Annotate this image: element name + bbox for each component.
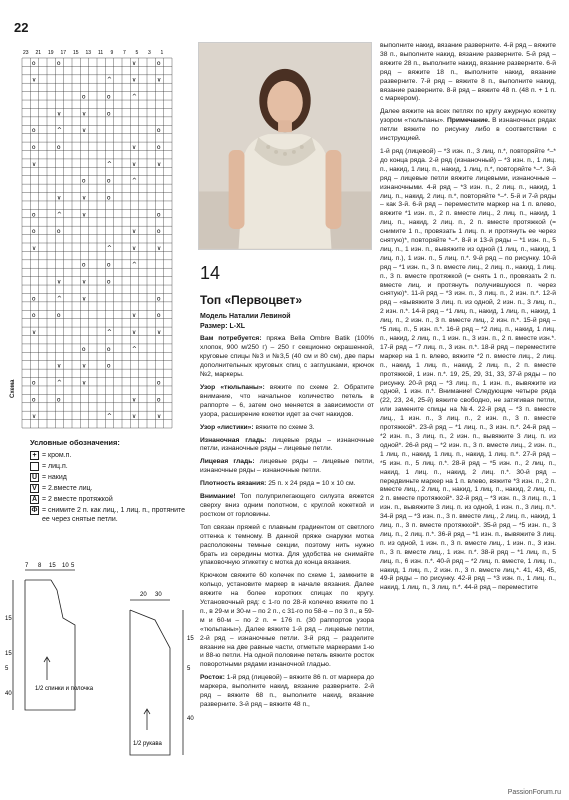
scheme-stitch-symbol: ∨ (131, 59, 137, 67)
scheme-grid (10, 44, 180, 444)
scheme-stitch-symbol: ∨ (131, 76, 137, 84)
scheme-stitch-symbol: o (106, 345, 111, 353)
scheme-label: Схема (10, 379, 16, 398)
tulips-pattern-paragraph: Узор «тюльпаны»: вяжите по схеме 2. Обратите внимание, что начальное количество петель в раппорте – 6, затем оно меняется в зависимости от узора, расширение кокетки идет за счет накидов. (200, 384, 374, 418)
scheme-stitch-symbol: o (106, 177, 111, 185)
legend-item: Ф = снимите 2 п. как лиц., 1 лиц. п., протяните ее через снятые петли. (31, 507, 186, 524)
scheme-stitch-symbol: ∨ (156, 76, 162, 84)
scheme-stitch-symbol: o (156, 144, 161, 151)
right-column (380, 42, 556, 597)
sleeve-top-30: 30 (155, 592, 162, 598)
scheme-stitch-symbol: ∨ (81, 278, 87, 286)
measure-top-8: 8 (38, 563, 42, 569)
measure-side-15a: 15 (5, 616, 12, 622)
sk2p-icon: Ф (31, 507, 38, 515)
scheme-stitch-symbol: ∨ (81, 295, 87, 303)
scheme-stitch-symbol: ∨ (31, 76, 37, 84)
scheme-stitch-symbol: o (56, 396, 61, 404)
model-photo (198, 42, 372, 250)
scheme-stitch-symbol: o (156, 127, 161, 135)
scheme-stitch-symbol: ^ (56, 127, 62, 135)
yarn-note-paragraph: Топ связан пряжей с плавным градиентом от светлого оттенка к темному. В данной пряже снаружи мотка расположены темные секции, поэтому нить нужно брать из середины мотка. Для удобства не снимайте упаковочную этикетку с мотка до конца вязания. (200, 523, 374, 567)
page-number: 22 (14, 20, 29, 35)
measure-top-5: 5 (71, 563, 75, 569)
scheme-stitch-symbol: ∨ (131, 244, 137, 252)
scheme-stitch-symbol: o (31, 396, 36, 404)
scheme-stitch-symbol: ∨ (131, 228, 137, 236)
scheme-stitch-symbol: o (156, 228, 161, 236)
scheme-stitch-symbol: o (106, 110, 111, 118)
scheme-row-number: 3 (148, 50, 151, 56)
scheme-stitch-symbol: ∨ (131, 413, 137, 421)
measure-side-5: 5 (5, 666, 9, 672)
measure-top-10: 10 (62, 563, 69, 569)
scheme-stitch-symbol: o (31, 228, 36, 236)
scheme-stitch-symbol: ∨ (31, 244, 37, 252)
scheme-stitch-symbol: ^ (106, 413, 112, 421)
scheme-stitch-symbol: ^ (106, 244, 112, 252)
gauge-paragraph: Плотность вязания: 25 п. х 24 ряда = 10 х 10 см. (200, 480, 356, 488)
scheme-stitch-symbol: ^ (106, 160, 112, 168)
size: Размер: L-XL (200, 323, 246, 331)
yoke-note-paragraph: Далее вяжите на всех петлях по кругу ажурную кокетку узором «тюльпаны». Примечание. В изнаночных рядах петли вяжите по рисунку либо в соответствии с инструкцией. (380, 108, 557, 143)
legend-title: Условные обозначения: (30, 438, 120, 447)
materials-paragraph: Вам потребуется: пряжа Bella Ombre Batik (100% хлопок, 900 м/250 г) – 250 г секционно окрашенной, круговые спицы №3 и №3,5 (40 см и 80 см), две пары дополнительных круговых спиц с заглушками, крючок №2, маркеры. (200, 335, 374, 379)
legend-item: U = накид (31, 473, 67, 481)
scheme-stitch-symbol: o (81, 345, 86, 353)
scheme-stitch-symbol: o (156, 211, 161, 219)
scheme-stitch-symbol: ^ (56, 211, 62, 219)
legend-item: V = 2.вместе лиц. (30, 484, 190, 493)
ssk-icon: A (31, 496, 38, 504)
scheme-stitch-symbol: o (31, 144, 36, 151)
yarn-over-icon: U (31, 473, 38, 481)
pattern-drawing (5, 560, 205, 790)
scheme-stitch-symbol: ∨ (81, 127, 87, 135)
legend-item: A = 2 вместе протяжкой (31, 496, 113, 504)
row-instructions-paragraph: 1-й ряд (лицевой) – *3 изн. п., 3 лиц. п.*, повторяйте *–* до конца ряда. 2-й ряд (изнаночный) – *3 изн. п., 1 лиц. п., накид, 1 лиц. п., накид, 1 лиц. п.*, повторяйте *–*. 3-й ряд – лицевые петли вяжите лицевыми, изнаночные – изнаночными. 4-й ряд – *3 изн. п., 2 лиц. п., накид, 1 лиц. п., накид, 2 лиц. п.*, повторяйте *–*. 5-й и 7-й ряды – как 3-й. 6-й ряд – переместите маркер на 1 п. влево, вяжите *1 изн. п., 2 п. вместе лиц., 2 лиц. п., накид, 1 лиц. п., накид, 2 лиц. п., 2 п. вместе протяжкой (= снимите 1 п., провязать 1 лиц. п. и протянуть ее через снятую)*, повторяйте *–*. 8-й и 13-й ряды – *1 изн. п., 5 лиц. п., 1 изн. п., вывяжите из одной (1 лиц. п., накид, 1 лиц. п.), 1 изн. п., 5 лиц. п.*. 9-й ряд – по рисунку. 10-й ряд – *1 изн. п., 3 п. вместе лиц., 2 лиц. п., накид, 1 лиц. п., 3 п. вместе протяжкой (= снять 1 п., провязать 2 п. вместе лиц. и протянуть получившуюся п. через снятую)*. 11-й ряд – *3 изн. п., 3 лиц. п., 2 изн. п.*. 12-й ряд – «вывяжите 3 лиц. п. из одной, 2 изн. п., 3 лиц. п., 2 изн. п.*. 14-й ряд – *1 лиц. п., накид, 1 лиц. п., накид, 1 лиц. п., 2 изн. п., 3 п. вместе лиц., 2 изн. п.*. 15-й ряд – *5 лиц. п., 5 изн. п.*. 16-й ряд – *2 лиц. п., накид, 1 лиц. п., накид, 2 лиц. п., 1 изн. п., 3 изн. п., 2 п. вместе изн.*. 17-й ряд – *7 лиц. п., 3 изн. п.*. 18-й ряд – переместите маркер на 1 п. влево, вяжите *2 п. вместе лиц., 2 лиц. п., накид, 1 лиц. п., накид, 2 лиц. п., 2 п. вместе протяжкой, 1 изн. п.*. 19, 25, 29, 31, 33, 37-й ряды – по рисунку. 20-й ряд – *3 лиц. п., 1 изн. п., вывяжите из одной, 1 изн. п.*. Внимание! Следующие четыре ряда (22, 23, 24, 25-й) вяжите свободно, не затягивая петли, или замените спицы на №4. 22-й ряд – *3 п. вместе лиц., 1 изн. п., 3 лиц. п., 2 изн. п., 3 п. вместе протяжкой*. 23-й ряд – *1 лиц. п., 3 изн. п.*. 24-й ряд – *2 изн. п., 3 лиц. п., 2 изн. п., вывяжите 3 лиц. п. из одной*. 26-й ряд – *2 изн. п., 3 п. вместе лиц., 2 изн. п., 1 лиц. п., накид, 1 лиц. п., накид, 1 лиц. п.*. 27-й ряд – *5 изн. п., 5 лиц. п.*. 28-й ряд – *5 изн. п., 2 лиц. п., накид, 1 лиц. п., накид, 2 лиц. п.*. 30-й ряд – передвиньте маркер на 1 п. влево, вяжите *3 изн. п., 2 п. вместе лиц., 2 лиц. п., накид, 1 лиц. п., накид, 2 лиц. п., 2 п. вместе протяжкой*. 32-й ряд – *3 изн. п., 3 лиц. п., 1 изн. п., вывяжите 3 лиц. п. из одной, 1 изн. п., 3 лиц. п.*. 34-й ряд – *3 изн. п., 3 п. вместе лиц., 2 лиц. п., накид, 1 лиц. п., 3 п. вместе протяжкой*. 35-й ряд – *5 изн. п., 3 лиц. п., 2 лиц. п.*. 36-й ряд – *1 изн. п., вывяжите 3 лиц. п. из одной, 1 изн. п., 3 п. вместе лиц., 1 изн. п., 3 изн. п., 3 п. вместе лиц., 1 изн. п.*. 38-й ряд – *1 лиц. п., 5 лиц. п., 6 изн. п.*. 40-й ряд – *2 лиц. п. вместе, 1 лиц. п., накид, 1 лиц. п., 2 изн. п., 3 п. вместе лиц.*. 41, 43, 45, 49-й ряды – по рисунку. 42-й ряд – *3 изн. п., 1 лиц. п., накид, 1 лиц. п., 3 лиц. п.*. 44-й ряд – переместите (380, 147, 557, 592)
scheme-stitch-symbol: ^ (106, 76, 112, 84)
scheme-row-number: 13 (85, 50, 92, 56)
scheme-stitch-symbol: ∨ (31, 413, 37, 421)
measure-top-15: 15 (49, 563, 56, 569)
edge-stitch-icon: + (30, 451, 39, 460)
leaves-pattern-paragraph: Узор «листики»: вяжите по схеме 3. (200, 423, 315, 431)
scheme-stitch-symbol: o (106, 93, 111, 101)
scheme-stitch-symbol: ^ (56, 379, 62, 387)
scheme-row-number: 11 (98, 50, 104, 56)
scheme-stitch-symbol: ∨ (81, 211, 87, 219)
scheme-stitch-symbol: o (31, 59, 36, 67)
model-number: 14 (200, 263, 221, 283)
scheme-stitch-symbol: ^ (106, 329, 112, 336)
scheme-stitch-symbol: o (81, 93, 86, 101)
scheme-row-number: 19 (48, 50, 54, 56)
measure-top-7: 7 (25, 563, 29, 569)
label-front-back: 1/2 спинки и полочка (35, 686, 94, 692)
scheme-stitch-symbol: ∨ (131, 312, 137, 320)
scheme-stitch-symbol: o (56, 228, 61, 236)
scheme-stitch-symbol: ^ (131, 93, 137, 101)
scheme-stitch-symbol: ^ (56, 295, 62, 303)
scheme-row-number: 7 (123, 50, 126, 56)
scheme-stitch-symbol: o (31, 312, 36, 320)
woman-in-top-illustration (199, 43, 371, 249)
scheme-stitch-symbol: ∨ (56, 110, 62, 118)
scheme-stitch-symbol: o (81, 261, 86, 269)
scheme-stitch-symbol: ∨ (156, 413, 162, 421)
scheme-stitch-symbol: o (31, 127, 36, 135)
scheme-row-number: 1 (160, 50, 164, 56)
scheme-stitch-symbol: o (156, 59, 161, 67)
scheme-row-number: 23 (23, 50, 29, 56)
sleeve-side-5: 5 (187, 666, 191, 672)
knit-stitch-icon (30, 462, 39, 471)
scheme-stitch-symbol: ∨ (81, 362, 87, 370)
scheme-stitch-symbol: o (106, 261, 111, 269)
scheme-stitch-symbol: ∨ (131, 160, 137, 168)
scheme-row-number: 15 (73, 50, 79, 56)
short-rows-paragraph: Росток: 1-й ряд (лицевой) – вяжите 86 п. от маркера до маркера, выполните накид, вязание разверните. 2-й ряд – вяжите 68 п., выполните накид, вязание разверните. 3-й ряд – вяжите 48 п., (200, 674, 374, 709)
scheme-stitch-symbol: ∨ (56, 362, 62, 370)
label-sleeve: 1/2 рукава (133, 741, 162, 747)
scheme-row-number: 21 (35, 50, 42, 56)
short-rows-cont-paragraph: выполните накид, вязание разверните. 4-й ряд – вяжите 38 п., выполните накид, вязание разверните. 5-й ряд – вяжите 28 п., выполните накид, вязание разверните. 6-й ряд – вяжите 18 п., выполните накид, вязание разверните. 7-й ряд – вяжите 8 п., выполните накид, вязание разверните. 8-й ряд – вяжите 48 п. (48 п. + 1 п. с маркером). (380, 42, 556, 103)
pattern-svg (5, 560, 205, 790)
scheme-stitch-symbol: ^ (131, 177, 137, 185)
scheme-stitch-symbol: o (31, 211, 36, 219)
scheme-stitch-symbol: o (156, 379, 161, 387)
scheme-stitch-symbol: ∨ (31, 329, 37, 336)
measure-side-40: 40 (5, 691, 12, 697)
k2tog-icon: V (30, 484, 39, 493)
scheme-row-number: 5 (135, 50, 139, 56)
watermark: PassionForum.ru (507, 789, 561, 796)
middle-column (200, 262, 374, 714)
knitting-scheme-chart (10, 44, 180, 444)
scheme-stitch-symbol: ∨ (131, 396, 137, 404)
article-title: Топ «Первоцвет» (200, 292, 302, 307)
attention-paragraph: Внимание! Топ полуприлегающего силуэта вяжется сверху вниз одним полотном, с круглой кокеткой и ростком от горловины. (200, 493, 374, 518)
scheme-stitch-symbol: o (106, 278, 111, 286)
scheme-stitch-symbol: ∨ (131, 144, 137, 151)
scheme-stitch-symbol: ∨ (56, 278, 62, 286)
scheme-row-number: 17 (60, 50, 67, 56)
legend-item: + = кром.п. (30, 451, 190, 460)
stockinette-paragraph: Лицевая гладь: лицевые ряды – лицевые петли, изнаночные ряды – изнаночные петли. (200, 458, 374, 475)
cast-on-paragraph: Крючком свяжите 60 колечек по схеме 1, замкните в кольцо, установите маркер в начале вязания. Далее вяжите на более коротких спицах по кругу. Установочный ряд: с 1-го по 28-й колечко вяжите по 1 п., в 29-м и 30-м – по 2 п., с 31-го по 58-е – по 3 п., в 59-м и 60-м – по 2 п. = 176 п. (30 раппортов узора «тюльпаны»). Далее вяжите 1-й ряд – лицевые петли, 2-й ряд – изнаночные петли. 3-й ряд – разделите вязание на две равные части, отметьте маркерами 1-ю и 88-ю петли. На одной половине петель вяжите росток поворотными рядами изнаночной гладью. (200, 572, 374, 669)
scheme-stitch-symbol: o (31, 295, 36, 303)
scheme-stitch-symbol: o (156, 295, 161, 303)
scheme-stitch-symbol: o (81, 177, 86, 185)
scheme-stitch-symbol: o (156, 396, 161, 404)
scheme-stitch-symbol: ^ (131, 261, 137, 269)
scheme-stitch-symbol: ∨ (131, 329, 137, 336)
scheme-stitch-symbol: o (31, 379, 36, 387)
sleeve-top-20: 20 (140, 592, 147, 598)
scheme-stitch-symbol: ∨ (81, 194, 87, 202)
scheme-stitch-symbol: ∨ (156, 244, 162, 252)
scheme-stitch-symbol: o (106, 362, 111, 370)
scheme-stitch-symbol: ∨ (156, 329, 162, 336)
reverse-stockinette-paragraph: Изнаночная гладь: лицевые ряды – изнаночные петли, изнаночные ряды – лицевые петли. (200, 436, 374, 453)
scheme-stitch-symbol: ^ (131, 345, 137, 353)
legend (30, 438, 190, 526)
scheme-stitch-symbol: ∨ (156, 160, 162, 168)
legend-item: = лиц.п. (30, 462, 190, 471)
scheme-stitch-symbol: ∨ (56, 194, 62, 202)
model-author: Модель Наталии Левиной (200, 312, 291, 320)
sleeve-side-40: 40 (187, 716, 194, 722)
scheme-stitch-symbol: ∨ (31, 160, 37, 168)
scheme-stitch-symbol: o (56, 144, 61, 151)
sleeve-side-15: 15 (187, 636, 194, 642)
scheme-stitch-symbol: o (156, 312, 161, 320)
scheme-stitch-symbol: ∨ (81, 110, 87, 118)
scheme-row-number: 9 (110, 50, 114, 56)
scheme-stitch-symbol: o (56, 59, 61, 67)
scheme-stitch-symbol: ∨ (81, 379, 87, 387)
scheme-stitch-symbol: o (56, 312, 61, 320)
scheme-stitch-symbol: o (106, 194, 111, 202)
measure-side-15b: 15 (5, 651, 12, 657)
